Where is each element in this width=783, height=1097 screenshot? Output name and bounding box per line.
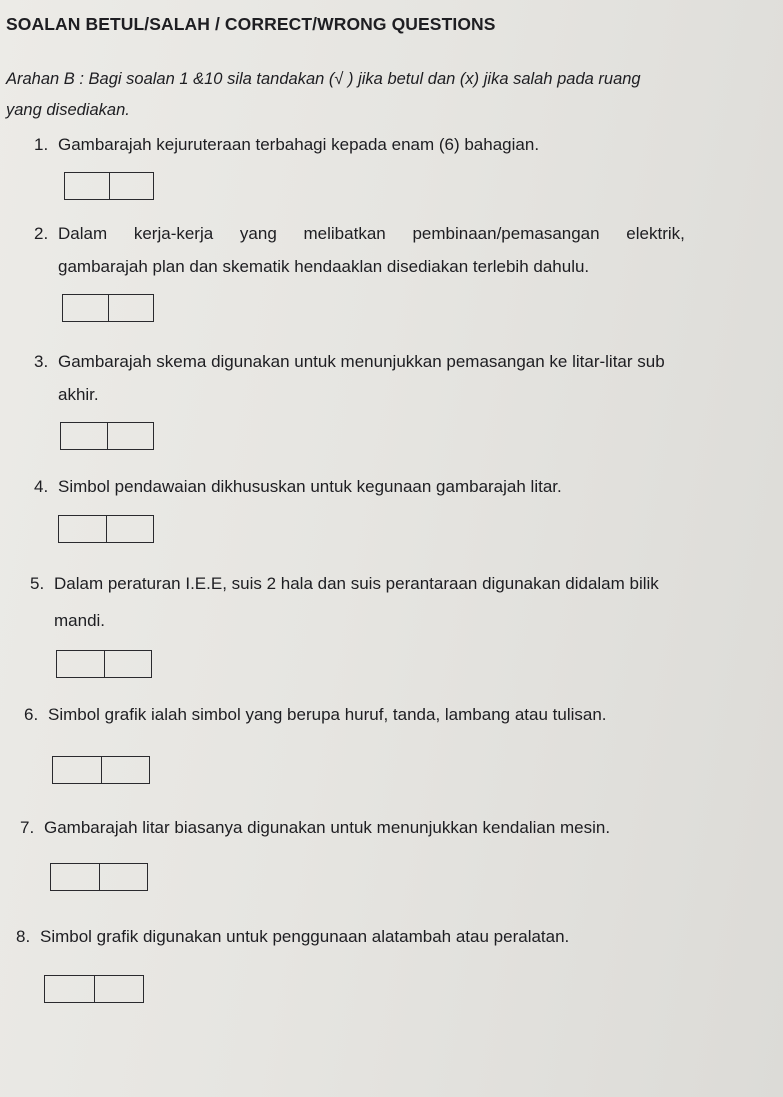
question-text: Gambarajah litar biasanya digunakan untuk menunjukkan kendalian mesin. xyxy=(44,818,611,837)
question-number: 2. xyxy=(34,224,49,243)
answer-cell[interactable] xyxy=(61,423,107,449)
question-5-line-2: mandi. xyxy=(54,611,106,630)
instruction-line-2: yang disediakan. xyxy=(6,101,130,119)
answer-box-3 xyxy=(60,422,154,450)
question-text: Gambarajah kejuruteraan terbahagi kepada enam (6) bahagian. xyxy=(58,135,540,154)
answer-box-2 xyxy=(62,294,154,322)
instruction-line-1: Arahan B : Bagi soalan 1 &10 sila tandakan (√ ) jika betul dan (x) jika salah pada ruang xyxy=(6,70,641,88)
question-3 xyxy=(34,352,665,372)
answer-cell[interactable] xyxy=(45,976,94,1002)
answer-cell[interactable] xyxy=(57,651,104,677)
question-4 xyxy=(34,477,562,497)
question-text: Simbol grafik digunakan untuk penggunaan alatambah atau peralatan. xyxy=(40,927,570,946)
question-number: 8. xyxy=(16,927,31,946)
answer-cell[interactable] xyxy=(53,757,101,783)
question-text: Dalam kerja-kerja yang melibatkan pembinaan/pemasangan elektrik, xyxy=(58,224,685,243)
answer-cell[interactable] xyxy=(101,757,150,783)
answer-cell[interactable] xyxy=(104,651,152,677)
question-text: Simbol grafik ialah simbol yang berupa huruf, tanda, lambang atau tulisan. xyxy=(48,705,607,724)
question-text: Gambarajah skema digunakan untuk menunjukkan pemasangan ke litar-litar sub xyxy=(58,352,665,371)
question-8 xyxy=(16,927,569,947)
answer-cell[interactable] xyxy=(94,976,144,1002)
question-1 xyxy=(34,135,539,155)
page-title: SOALAN BETUL/SALAH / CORRECT/WRONG QUESTIONS xyxy=(6,14,496,34)
question-5 xyxy=(30,574,659,594)
question-number: 4. xyxy=(34,477,49,496)
answer-cell[interactable] xyxy=(107,423,154,449)
answer-box-5 xyxy=(56,650,152,678)
answer-cell[interactable] xyxy=(106,516,154,542)
answer-cell[interactable] xyxy=(99,864,148,890)
answer-box-6 xyxy=(52,756,150,784)
answer-cell[interactable] xyxy=(63,295,108,321)
question-6 xyxy=(24,705,607,725)
answer-box-8 xyxy=(44,975,144,1003)
answer-box-4 xyxy=(58,515,154,543)
answer-cell[interactable] xyxy=(109,173,154,199)
question-2 xyxy=(34,224,685,244)
answer-box-1 xyxy=(64,172,154,200)
question-2-line-2: gambarajah plan dan skematik hendaaklan disediakan terlebih dahulu. xyxy=(58,257,590,276)
answer-cell[interactable] xyxy=(59,516,106,542)
question-number: 1. xyxy=(34,135,49,154)
question-number: 6. xyxy=(24,705,39,724)
question-text: Dalam peraturan I.E.E, suis 2 hala dan suis perantaraan digunakan didalam bilik xyxy=(54,574,659,593)
answer-cell[interactable] xyxy=(108,295,154,321)
question-number: 7. xyxy=(20,818,35,837)
question-3-line-2: akhir. xyxy=(58,385,99,404)
answer-cell[interactable] xyxy=(65,173,109,199)
answer-box-7 xyxy=(50,863,148,891)
answer-cell[interactable] xyxy=(51,864,99,890)
question-number: 5. xyxy=(30,574,45,593)
question-7 xyxy=(20,818,610,838)
question-text: Simbol pendawaian dikhususkan untuk kegunaan gambarajah litar. xyxy=(58,477,562,496)
question-number: 3. xyxy=(34,352,49,371)
